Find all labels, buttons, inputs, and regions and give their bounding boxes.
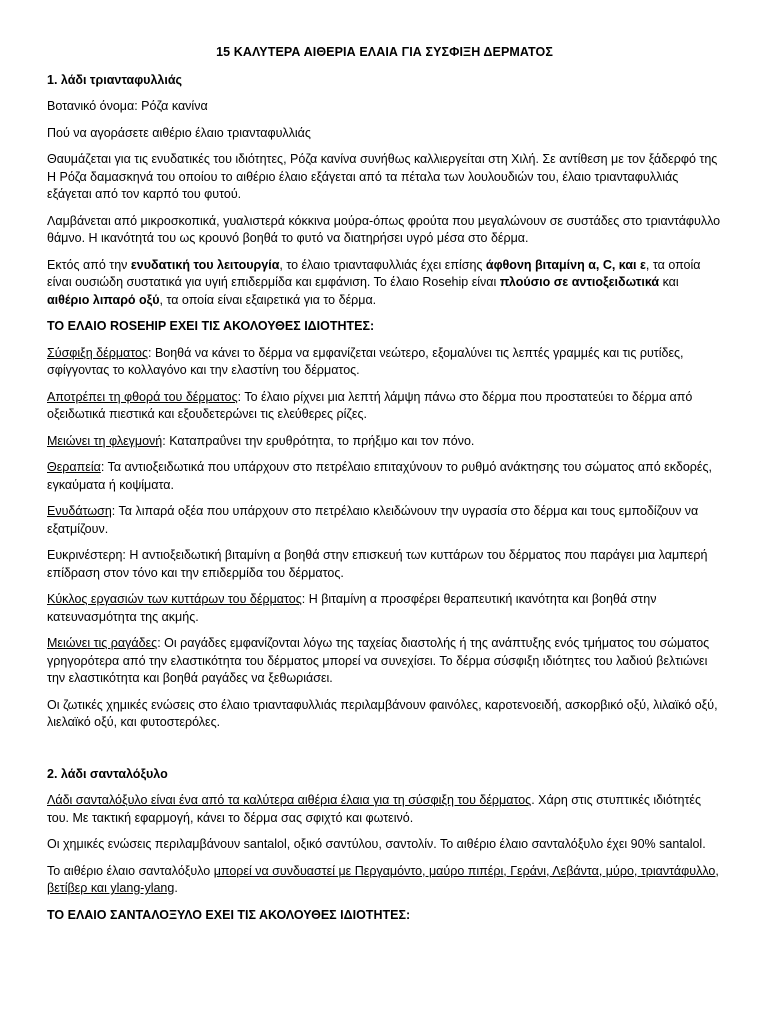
property-text: : Το έλαιο ρίχνει μια λεπτή λάμψη πάνω στο δέρμα που προστατεύει το δέρμα από οξειδωτικά πιεστικά και εξουδετερώνει τις ελεύθερες ρίζες. (47, 389, 693, 421)
rosehip-compounds-paragraph: Οι ζωτικές χημικές ενώσεις στο έλαιο τριανταφυλλιάς περιλαμβάνουν φαινόλες, καροτενοειδή, ασκορβικό οξύ, λιλαϊκό οξύ, λιελαϊκό οξύ, και φυτοστερόλες. (47, 697, 718, 729)
text-run: και (659, 275, 679, 289)
text-run: . (174, 881, 178, 895)
property-item (47, 591, 722, 626)
property-term: Θεραπεία (47, 460, 101, 474)
sandalwood-intro-paragraph (47, 792, 722, 827)
underlined-run: Λάδι σανταλόξυλο είναι ένα από τα καλύτερα αιθέρια έλαια για τη σύσφιξη του δέρματος (47, 793, 532, 807)
property-term: Ενυδάτωση (47, 504, 112, 518)
document-content (47, 44, 722, 933)
text-run: , το έλαιο τριανταφυλλιάς έχει επίσης (279, 257, 486, 272)
text-run: . Χάρη στις στυπτικές ιδιότητές του. Με τακτική εφαρμογή, κάνει το δέρμα σας σφιχτό και φωτεινό. (47, 793, 702, 825)
document-title: 15 ΚΑΛΥΤΕΡΑ ΑΙΘΕΡΙΑ ΕΛΑΙΑ ΓΙΑ ΣΥΣΦΙΞΗ ΔΕΡΜΑΤΟΣ (216, 45, 553, 59)
sandalwood-properties-heading: ΤΟ ΕΛΑΙΟ ΣΑΝΤΑΛΟΞΥΛΟ ΕΧΕΙ ΤΙΣ ΑΚΟΛΟΥΘΕΣ ΙΔΙΟΤΗΤΕΣ: (47, 907, 411, 922)
property-term: Μειώνει τη φλεγμονή (47, 433, 163, 448)
section-spacer (47, 741, 722, 766)
bold-run: πλούσιο σε αντιοξειδωτικά (499, 275, 660, 289)
property-term: Σύσφιξη δέρματος (47, 345, 148, 360)
where-to-buy: Πού να αγοράσετε αιθέριο έλαιο τριανταφυλλιάς (47, 125, 311, 140)
property-text: : Καταπραΰνει την ερυθρότητα, το πρήξιμο και τον πόνο. (162, 433, 475, 448)
underlined-run: μπορεί να συνδυαστεί με Περγαμόντο, μαύρο πιπέρι, Γεράνι, Λεβάντα, μύρο, τριαντάφυλλο, βετίβερ και ylang-ylang (47, 863, 719, 895)
bold-run: αιθέριο λιπαρό οξύ (47, 292, 160, 307)
text-run: Το αιθέριο έλαιο σανταλόξυλο (47, 863, 214, 878)
sandalwood-compounds-paragraph: Οι χημικές ενώσεις περιλαμβάνουν santalol, οξικό σαντύλου, σαντολίν. Το αιθέριο έλαιο σανταλόξυλο έχει 90% santalol. (47, 837, 706, 851)
property-text: : Τα λιπαρά οξέα που υπάρχουν στο πετρέλαιο κλειδώνουν την υγρασία στο δέρμα και τους εμποδίζουν να εξατμίζουν. (47, 504, 699, 536)
property-term: Μειώνει τις ραγάδες (47, 636, 158, 650)
property-text: : Οι ραγάδες εμφανίζονται λόγω της ταχείας διαστολής ή της ανάπτυξης ενός τμήματος του σώματος γρηγορότερα από την ελαστικότητα του δέρματος μπορεί να συνεχίσει. Το δέρμα σύσφιξη ιδιότητες του λαδιού βελτιώνει την ελαστικότητα και βοηθά ραγάδες να ξεθωριάσει. (47, 636, 710, 685)
botanical-name: Βοτανικό όνομα: Ρόζα κανίνα (47, 99, 208, 113)
bold-run: άφθονη βιταμίνη α, C, και ε (485, 257, 646, 272)
property-text: Ευκρινέστερη: Η αντιοξειδωτική βιταμίνη α βοηθά στην επισκευή των κυττάρων του δέρματος που παράγει μια λαμπερή επίδραση στον τόνο και την επιδερμίδα του δέρματος. (47, 548, 708, 580)
rosehip-properties-heading: ΤΟ ΕΛΑΙΟ ROSEHIP ΕΧΕΙ ΤΙΣ ΑΚΟΛΟΥΘΕΣ ΙΔΙΟΤΗΤΕΣ: (47, 319, 375, 333)
text-run: Εκτός από την (47, 257, 131, 272)
sandalwood-blend-paragraph (47, 863, 722, 898)
property-term: Κύκλος εργασιών των κυττάρων του δέρματος (47, 592, 302, 606)
property-text: : Η βιταμίνη α προσφέρει θεραπευτική ικανότητα και βοηθά στην κατευνασμότητα της ακμής. (47, 592, 657, 624)
property-text: : Τα αντιοξειδωτικά που υπάρχουν στο πετρέλαιο επιταχύνουν το ρυθμό ανάκτησης του σώματος από εκδορές, εγκαύματα ή κοψίματα. (47, 460, 712, 492)
property-item (47, 459, 722, 494)
property-item (47, 635, 722, 688)
property-item (47, 389, 722, 424)
bold-run: ενυδατική του λειτουργία (130, 257, 280, 272)
section-1-heading: 1. λάδι τριανταφυλλιάς (47, 72, 183, 87)
property-term: Αποτρέπει τη φθορά του δέρματος (47, 389, 238, 404)
property-item (47, 433, 722, 451)
property-item (47, 503, 722, 538)
rosehip-intro-paragraph: Θαυμάζεται για τις ενυδατικές του ιδιότητες, Ρόζα κανίνα συνήθως καλλιεργείται στη Χιλή. Σε αντίθεση με τον ξάδερφό της Η Ρόζα δαμασκηνά του οποίου το αιθέριο έλαιο εξάγεται από τα πέταλα των λουλουδιών του, έλαιο τριανταφυλλιάς εξάγεται από τον καρπό του φυτού. (47, 152, 718, 201)
rosehip-vitamins-paragraph (47, 257, 722, 310)
rosehip-source-paragraph: Λαμβάνεται από μικροσκοπικά, γυαλιστερά κόκκινα μούρα-όπως φρούτα που μεγαλώνουν σε συστάδες στο τριαντάφυλλο θάμνο. Η ικανότητά του ως κρουνό βοηθά το φυτό να διατηρήσει υγρό μέσα στο δέρμα. (47, 213, 721, 245)
property-item (47, 547, 722, 582)
section-2-heading: 2. λάδι σανταλόξυλο (47, 766, 168, 781)
property-item (47, 345, 722, 380)
property-text: : Βοηθά να κάνει το δέρμα να εμφανίζεται νεώτερο, εξομαλύνει τις λεπτές γραμμές και τις ρυτίδες, σφίγγοντας το κολλαγόνο και την ελαστίνη του δέρματος. (47, 345, 684, 377)
text-run: , τα οποία είναι εξαιρετικά για το δέρμα. (159, 292, 377, 307)
text-run: , τα οποία είναι ουσιώδη συστατικά για υγιή επιδερμίδα και εμφάνιση. Το έλαιο Rosehip είναι (47, 257, 701, 289)
